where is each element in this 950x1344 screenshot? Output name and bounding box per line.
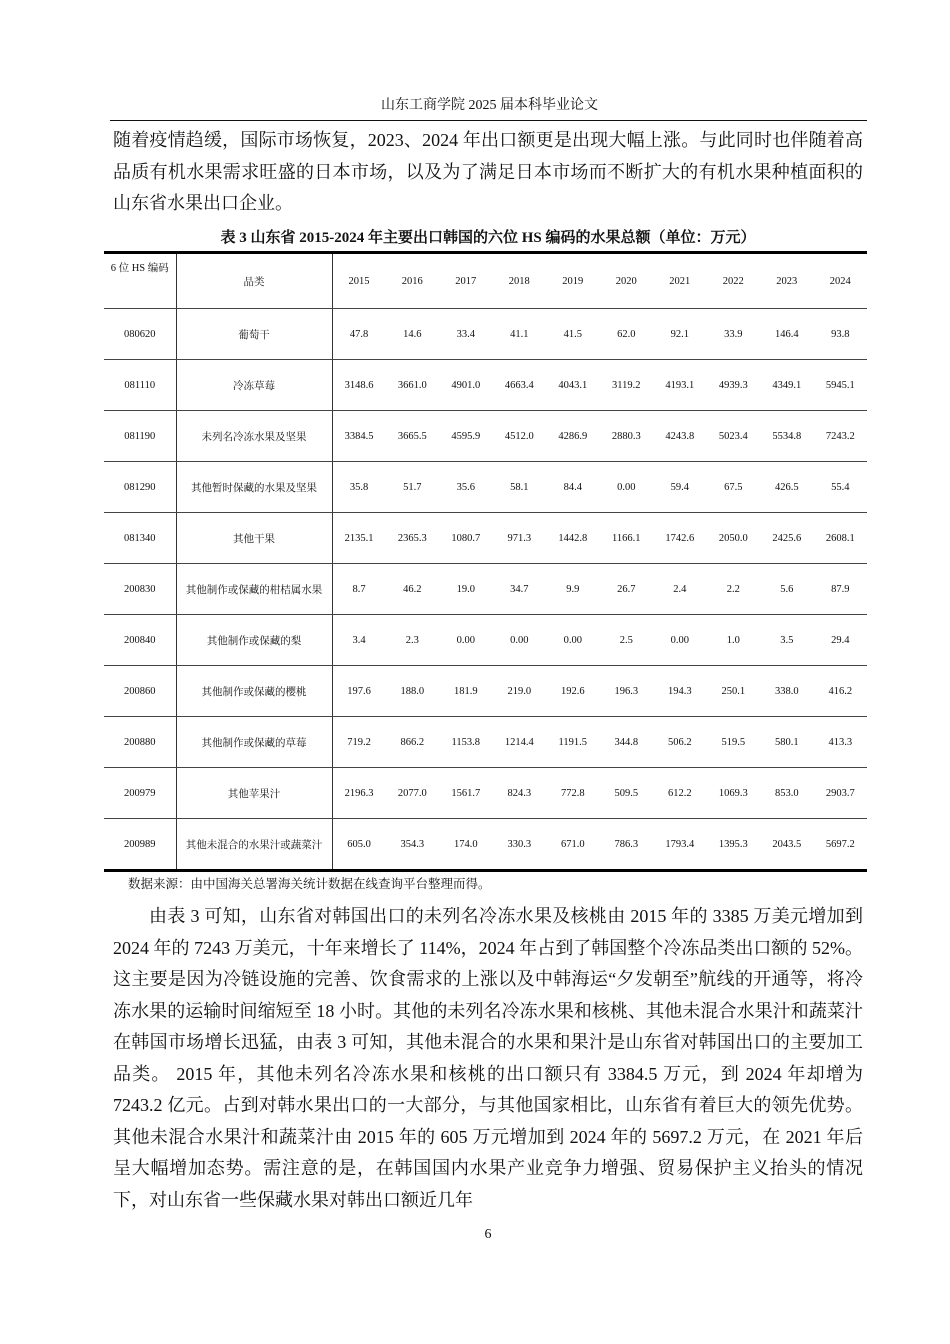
- value-cell: 2365.3: [386, 513, 440, 564]
- value-cell: 426.5: [760, 462, 814, 513]
- value-cell: 2.4: [653, 564, 707, 615]
- value-cell: 7243.2: [814, 411, 868, 462]
- value-cell: 338.0: [760, 666, 814, 717]
- value-cell: 416.2: [814, 666, 868, 717]
- value-cell: 47.8: [332, 309, 386, 360]
- running-header: 山东工商学院 2025 届本科毕业论文: [381, 98, 598, 113]
- value-cell: 824.3: [493, 768, 547, 819]
- value-cell: 1191.5: [546, 717, 600, 768]
- value-cell: 250.1: [707, 666, 761, 717]
- table-row: [104, 717, 867, 768]
- value-cell: 3.4: [332, 615, 386, 666]
- table-row: [104, 360, 867, 411]
- category-cell: 其他未混合的水果汁或蔬菜汁: [176, 819, 332, 871]
- value-cell: 194.3: [653, 666, 707, 717]
- value-cell: 4243.8: [653, 411, 707, 462]
- value-cell: 3384.5: [332, 411, 386, 462]
- value-cell: 55.4: [814, 462, 868, 513]
- body-paragraph-intro: 随着疫情趋缓，国际市场恢复，2023、2024 年出口额更是出现大幅上涨。与此同时也伴随着高品质有机水果需求旺盛的日本市场，以及为了满足日本市场而不断扩大的有机水果种植面积的山东省水果出口企业。: [113, 130, 863, 213]
- value-cell: 192.6: [546, 666, 600, 717]
- value-cell: 87.9: [814, 564, 868, 615]
- value-cell: 181.9: [439, 666, 493, 717]
- category-cell: 冷冻草莓: [176, 360, 332, 411]
- value-cell: 34.7: [493, 564, 547, 615]
- value-cell: 2425.6: [760, 513, 814, 564]
- category-cell: 未列名冷冻水果及坚果: [176, 411, 332, 462]
- value-cell: 2043.5: [760, 819, 814, 871]
- value-cell: 772.8: [546, 768, 600, 819]
- hs-code-cell: 080620: [104, 309, 176, 360]
- value-cell: 1214.4: [493, 717, 547, 768]
- value-cell: 612.2: [653, 768, 707, 819]
- value-cell: 1395.3: [707, 819, 761, 871]
- value-cell: 4193.1: [653, 360, 707, 411]
- category-cell: 葡萄干: [176, 309, 332, 360]
- value-cell: 853.0: [760, 768, 814, 819]
- header-year: 2016: [386, 253, 440, 309]
- header-rule: [110, 120, 867, 121]
- value-cell: 174.0: [439, 819, 493, 871]
- value-cell: 2.3: [386, 615, 440, 666]
- hs-code-cell: 200880: [104, 717, 176, 768]
- value-cell: 0.00: [653, 615, 707, 666]
- value-cell: 1561.7: [439, 768, 493, 819]
- value-cell: 84.4: [546, 462, 600, 513]
- table-row: [104, 615, 867, 666]
- value-cell: 671.0: [546, 819, 600, 871]
- value-cell: 0.00: [439, 615, 493, 666]
- value-cell: 1166.1: [600, 513, 654, 564]
- value-cell: 51.7: [386, 462, 440, 513]
- value-cell: 2135.1: [332, 513, 386, 564]
- table-row: [104, 462, 867, 513]
- value-cell: 2903.7: [814, 768, 868, 819]
- header-code: 6 位 HS 编码: [104, 253, 176, 309]
- body-paragraph-analysis: 由表 3 可知，山东省对韩国出口的未列名冷冻水果及核桃由 2015 年的 3385 万美元增加到 2024 年的 7243 万美元，十年来增长了 114%，2024 年占到了韩国整个冷冻品类出口额的 52%。这主要是因为冷链设施的完善、饮食需求的上涨以及中韩海运“夕发朝至”航线的开通等，将冷冻水果的运输时间缩短至 18 小时。其他的未列名冷冻水果和核桃、其他未混合水果汁和蔬菜汁在韩国市场增长迅猛，由表 3 可知，其他未混合的水果和果汁是山东省对韩国出口的主要加工品类。 2015 年，其他未列名冷冻水果和核桃的出口额只有 3384.5 万元，到 2024 年却增为 7243.2 亿元。占到对韩水果出口的一大部分，与其他国家相比，山东省有着巨大的领先优势。其他未混合水果汁和蔬菜汁由 2015 年的 605 万元增加到 2024 年的 5697.2 万元，在 2021 年后呈大幅增加态势。需注意的是，在韩国国内水果产业竞争力增强、贸易保护主义抬头的情况下，对山东省一些保藏水果对韩出口额近几年: [113, 906, 863, 1210]
- value-cell: 188.0: [386, 666, 440, 717]
- value-cell: 3119.2: [600, 360, 654, 411]
- value-cell: 580.1: [760, 717, 814, 768]
- value-cell: 33.4: [439, 309, 493, 360]
- value-cell: 33.9: [707, 309, 761, 360]
- value-cell: 719.2: [332, 717, 386, 768]
- value-cell: 509.5: [600, 768, 654, 819]
- value-cell: 41.5: [546, 309, 600, 360]
- value-cell: 58.1: [493, 462, 547, 513]
- value-cell: 1153.8: [439, 717, 493, 768]
- value-cell: 8.7: [332, 564, 386, 615]
- value-cell: 519.5: [707, 717, 761, 768]
- hs-code-cell: 081290: [104, 462, 176, 513]
- value-cell: 19.0: [439, 564, 493, 615]
- value-cell: 92.1: [653, 309, 707, 360]
- value-cell: 46.2: [386, 564, 440, 615]
- value-cell: 4043.1: [546, 360, 600, 411]
- header-year: 2017: [439, 253, 493, 309]
- export-table: [104, 251, 867, 872]
- value-cell: 354.3: [386, 819, 440, 871]
- category-cell: 其他制作或保藏的樱桃: [176, 666, 332, 717]
- hs-code-cell: 200989: [104, 819, 176, 871]
- table-row: [104, 411, 867, 462]
- value-cell: 1069.3: [707, 768, 761, 819]
- value-cell: 971.3: [493, 513, 547, 564]
- value-cell: 219.0: [493, 666, 547, 717]
- value-cell: 1793.4: [653, 819, 707, 871]
- value-cell: 1742.6: [653, 513, 707, 564]
- value-cell: 2050.0: [707, 513, 761, 564]
- value-cell: 146.4: [760, 309, 814, 360]
- value-cell: 196.3: [600, 666, 654, 717]
- value-cell: 2.2: [707, 564, 761, 615]
- value-cell: 1.0: [707, 615, 761, 666]
- value-cell: 41.1: [493, 309, 547, 360]
- hs-code-cell: 081110: [104, 360, 176, 411]
- value-cell: 0.00: [546, 615, 600, 666]
- value-cell: 4663.4: [493, 360, 547, 411]
- value-cell: 5945.1: [814, 360, 868, 411]
- value-cell: 1442.8: [546, 513, 600, 564]
- value-cell: 4512.0: [493, 411, 547, 462]
- value-cell: 866.2: [386, 717, 440, 768]
- value-cell: 14.6: [386, 309, 440, 360]
- hs-code-cell: 200840: [104, 615, 176, 666]
- hs-code-cell: 200860: [104, 666, 176, 717]
- table-row: [104, 513, 867, 564]
- value-cell: 93.8: [814, 309, 868, 360]
- value-cell: 5534.8: [760, 411, 814, 462]
- value-cell: 5697.2: [814, 819, 868, 871]
- value-cell: 3148.6: [332, 360, 386, 411]
- value-cell: 26.7: [600, 564, 654, 615]
- header-year: 2019: [546, 253, 600, 309]
- hs-code-cell: 081340: [104, 513, 176, 564]
- table-row: [104, 564, 867, 615]
- value-cell: 2608.1: [814, 513, 868, 564]
- hs-code-cell: 200830: [104, 564, 176, 615]
- value-cell: 5023.4: [707, 411, 761, 462]
- table-header-row: [104, 253, 867, 309]
- value-cell: 4349.1: [760, 360, 814, 411]
- value-cell: 2880.3: [600, 411, 654, 462]
- table-source-note: 数据来源：由中国海关总署海关统计数据在线查询平台整理而得。: [128, 877, 491, 891]
- table-row: [104, 768, 867, 819]
- header-year: 2023: [760, 253, 814, 309]
- category-cell: 其他制作或保藏的草莓: [176, 717, 332, 768]
- value-cell: 59.4: [653, 462, 707, 513]
- value-cell: 2196.3: [332, 768, 386, 819]
- category-cell: 其他制作或保藏的柑桔属水果: [176, 564, 332, 615]
- table-row: [104, 666, 867, 717]
- value-cell: 3.5: [760, 615, 814, 666]
- header-year: 2020: [600, 253, 654, 309]
- value-cell: 4595.9: [439, 411, 493, 462]
- category-cell: 其他干果: [176, 513, 332, 564]
- value-cell: 67.5: [707, 462, 761, 513]
- value-cell: 330.3: [493, 819, 547, 871]
- table-row: [104, 309, 867, 360]
- category-cell: 其他苹果汁: [176, 768, 332, 819]
- hs-code-cell: 081190: [104, 411, 176, 462]
- value-cell: 0.00: [493, 615, 547, 666]
- table-row: [104, 819, 867, 871]
- value-cell: 4939.3: [707, 360, 761, 411]
- hs-code-cell: 200979: [104, 768, 176, 819]
- value-cell: 413.3: [814, 717, 868, 768]
- value-cell: 2.5: [600, 615, 654, 666]
- value-cell: 29.4: [814, 615, 868, 666]
- header-category: 品类: [176, 253, 332, 309]
- category-cell: 其他制作或保藏的梨: [176, 615, 332, 666]
- value-cell: 506.2: [653, 717, 707, 768]
- value-cell: 3665.5: [386, 411, 440, 462]
- value-cell: 2077.0: [386, 768, 440, 819]
- header-year: 2021: [653, 253, 707, 309]
- value-cell: 344.8: [600, 717, 654, 768]
- value-cell: 4286.9: [546, 411, 600, 462]
- category-cell: 其他暂时保藏的水果及坚果: [176, 462, 332, 513]
- value-cell: 62.0: [600, 309, 654, 360]
- value-cell: 197.6: [332, 666, 386, 717]
- table-caption: 表 3 山东省 2015-2024 年主要出口韩国的六位 HS 编码的水果总额（单位：万元）: [220, 230, 756, 246]
- header-year: 2015: [332, 253, 386, 309]
- value-cell: 0.00: [600, 462, 654, 513]
- value-cell: 35.8: [332, 462, 386, 513]
- header-year: 2022: [707, 253, 761, 309]
- header-year: 2024: [814, 253, 868, 309]
- page-number: 6: [484, 1227, 492, 1242]
- value-cell: 35.6: [439, 462, 493, 513]
- value-cell: 786.3: [600, 819, 654, 871]
- value-cell: 4901.0: [439, 360, 493, 411]
- value-cell: 605.0: [332, 819, 386, 871]
- value-cell: 3661.0: [386, 360, 440, 411]
- value-cell: 1080.7: [439, 513, 493, 564]
- header-year: 2018: [493, 253, 547, 309]
- value-cell: 9.9: [546, 564, 600, 615]
- value-cell: 5.6: [760, 564, 814, 615]
